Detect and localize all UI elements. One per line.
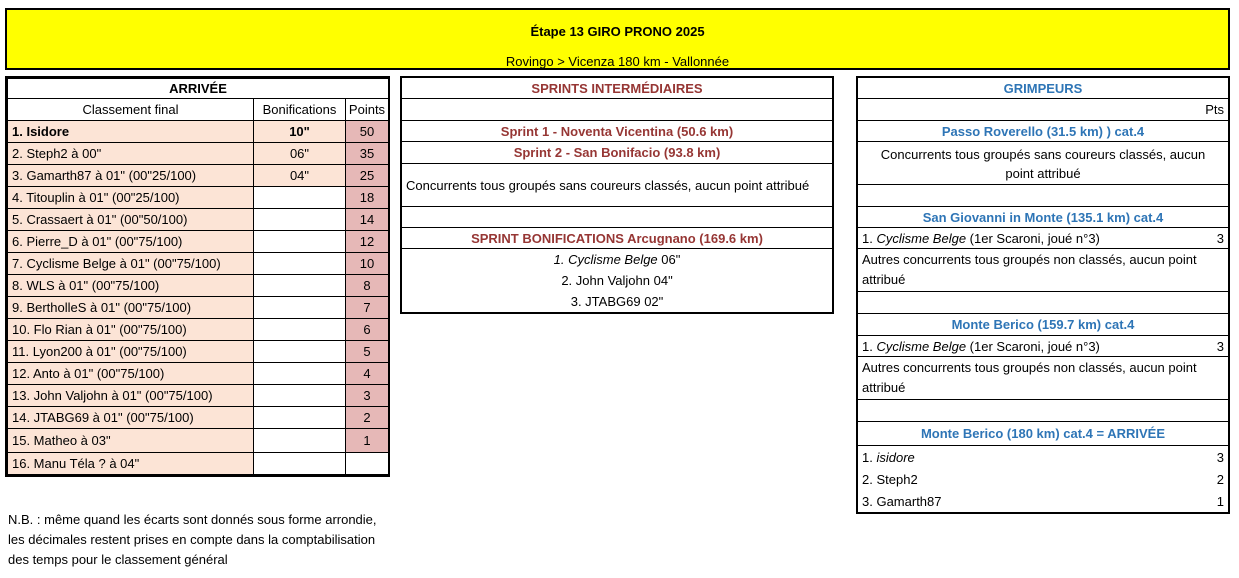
pts-label: Pts: [1205, 102, 1224, 117]
table-row: [8, 297, 389, 319]
list-item: [858, 446, 1228, 468]
sprints-box: [400, 76, 834, 314]
points-cell: 50: [346, 121, 389, 143]
climb3-title: Monte Berico (159.7 km) cat.4: [858, 314, 1228, 336]
table-row: [8, 385, 389, 407]
table-row: [8, 187, 389, 209]
climber-name: Steph2: [876, 471, 918, 487]
climb2-winner-name: Cyclisme Belge: [876, 230, 967, 246]
climber-rank: 3.: [862, 493, 873, 509]
sprint-bonif-time: 04": [653, 273, 673, 288]
bonification-cell: [254, 275, 346, 297]
bonification-cell: 10": [254, 121, 346, 143]
rank-cell: 10. Flo Rian à 01" (00"75/100): [8, 319, 254, 341]
climber-rank: 2.: [862, 471, 873, 487]
bonification-cell: [254, 363, 346, 385]
bonification-cell: 04": [254, 165, 346, 187]
table-row: [8, 143, 389, 165]
table-row: [8, 275, 389, 297]
arrivee-rows: [8, 121, 389, 475]
table-row: [8, 341, 389, 363]
arrivee-title: ARRIVÉE: [8, 79, 389, 99]
sprints-spacer-2: [402, 207, 832, 228]
sprint2-label: Sprint 2 - San Bonifacio (93.8 km): [402, 142, 832, 164]
points-cell: 18: [346, 187, 389, 209]
footnote: N.B. : même quand les écarts sont donnés sous forme arrondie, les décimales restent prises en compte dans la comptabilisation des temps pour le classement général: [8, 512, 377, 567]
sprint-bonif-time: 02": [644, 294, 664, 309]
climb3-winner-row: [858, 336, 1228, 357]
climb3-note: Autres concurrents tous groupés non classés, aucun point attribué: [858, 357, 1228, 400]
rank-cell: 12. Anto à 01" (00"75/100): [8, 363, 254, 385]
climb2-winner-pts: 3: [1216, 230, 1224, 246]
col-points-header: Points: [346, 99, 389, 121]
points-cell: 6: [346, 319, 389, 341]
points-cell: 1: [346, 429, 389, 453]
bonification-cell: [254, 341, 346, 363]
climb4-title: Monte Berico (180 km) cat.4 = ARRIVÉE: [858, 422, 1228, 446]
climb2-spacer: [858, 292, 1228, 314]
points-cell: 4: [346, 363, 389, 385]
climber-name: isidore: [876, 449, 915, 465]
pts-header: [858, 99, 1228, 121]
climb1-title: Passo Roverello (31.5 km) ) cat.4: [858, 121, 1228, 142]
grimpeurs-title: GRIMPEURS: [858, 78, 1228, 99]
points-cell: 2: [346, 407, 389, 429]
rank-cell: 8. WLS à 01" (00"75/100): [8, 275, 254, 297]
rank-cell: 3. Gamarth87 à 01" (00"25/100): [8, 165, 254, 187]
climb3-winner-name: Cyclisme Belge: [876, 338, 967, 354]
climb3-winner-pts: 3: [1216, 338, 1224, 354]
bonification-cell: 06": [254, 143, 346, 165]
climber-name: Gamarth87: [876, 493, 942, 509]
rank-cell: 4. Titouplin à 01" (00"25/100): [8, 187, 254, 209]
points-cell: 12: [346, 231, 389, 253]
bonification-cell: [254, 429, 346, 453]
list-item: [402, 270, 832, 291]
points-cell: 7: [346, 297, 389, 319]
bonification-cell: [254, 453, 346, 475]
sprint-bonif-name: 3. JTABG69: [570, 294, 641, 309]
bonification-cell: [254, 297, 346, 319]
table-row: [8, 453, 389, 475]
climb4-list: [858, 446, 1228, 512]
grimpeurs-box: [856, 76, 1230, 514]
table-row: [8, 165, 389, 187]
points-cell: [346, 453, 389, 475]
list-item: [402, 249, 832, 270]
table-row: [8, 231, 389, 253]
climb2-winner-detail: (1er Scaroni, joué n°3): [966, 230, 1100, 246]
climber-pts: 1: [1216, 493, 1224, 509]
bonification-cell: [254, 319, 346, 341]
climb3-winner-prefix: 1.: [862, 338, 873, 354]
climb1-note: Concurrents tous groupés sans coureurs classés, aucun point attribué: [858, 142, 1228, 185]
table-row: [8, 253, 389, 275]
stage-title: Étape 13 GIRO PRONO 2025: [530, 24, 705, 39]
points-cell: 25: [346, 165, 389, 187]
table-row: [8, 407, 389, 429]
list-item: [858, 468, 1228, 490]
sprint-bonif-name: 2. John Valjohn: [561, 273, 650, 288]
rank-cell: 5. Crassaert à 01" (00"50/100): [8, 209, 254, 231]
table-row: [8, 121, 389, 143]
climb2-title: San Giovanni in Monte (135.1 km) cat.4: [858, 207, 1228, 228]
sprint1-label: Sprint 1 - Noventa Vicentina (50.6 km): [402, 121, 832, 142]
rank-cell: 9. BertholleS à 01" (00"75/100): [8, 297, 254, 319]
rank-cell: 1. Isidore: [8, 121, 254, 143]
points-cell: 5: [346, 341, 389, 363]
climb2-winner-prefix: 1.: [862, 230, 873, 246]
climber-pts: 3: [1216, 449, 1224, 465]
sprint-bonif-time: 06": [661, 252, 681, 267]
climber-rank: 1.: [862, 449, 873, 465]
bonification-cell: [254, 385, 346, 407]
stage-banner: [5, 8, 1230, 70]
table-row: [8, 429, 389, 453]
sprints-spacer: [402, 99, 832, 121]
arrivee-table: [5, 76, 390, 477]
table-row: [8, 363, 389, 385]
bonification-cell: [254, 187, 346, 209]
col-bonifications-header: Bonifications: [254, 99, 346, 121]
points-cell: 3: [346, 385, 389, 407]
climber-pts: 2: [1216, 471, 1224, 487]
rank-cell: 15. Matheo à 03": [8, 429, 254, 453]
rank-cell: 14. JTABG69 à 01" (00"75/100): [8, 407, 254, 429]
climb2-winner-row: [858, 228, 1228, 249]
table-row: [8, 319, 389, 341]
points-cell: 10: [346, 253, 389, 275]
bonification-cell: [254, 407, 346, 429]
points-cell: 14: [346, 209, 389, 231]
climb1-spacer: [858, 185, 1228, 207]
bonification-cell: [254, 231, 346, 253]
sprints-no-points-note: Concurrents tous groupés sans coureurs classés, aucun point attribué: [402, 164, 832, 207]
table-row: [8, 209, 389, 231]
list-item: [402, 291, 832, 312]
points-cell: 35: [346, 143, 389, 165]
bonification-cell: [254, 209, 346, 231]
rank-cell: 2. Steph2 à 00": [8, 143, 254, 165]
rank-cell: 6. Pierre_D à 01" (00"75/100): [8, 231, 254, 253]
rank-cell: 11. Lyon200 à 01" (00"75/100): [8, 341, 254, 363]
climb3-winner-detail: (1er Scaroni, joué n°3): [966, 338, 1100, 354]
list-item: [858, 490, 1228, 512]
rank-cell: 16. Manu Téla ? à 04": [8, 453, 254, 475]
col-classement-header: Classement final: [8, 99, 254, 121]
bonification-cell: [254, 253, 346, 275]
climb3-spacer: [858, 400, 1228, 422]
sprint-bonif-title: SPRINT BONIFICATIONS Arcugnano (169.6 km): [402, 228, 832, 249]
rank-cell: 13. John Valjohn à 01" (00"75/100): [8, 385, 254, 407]
points-cell: 8: [346, 275, 389, 297]
climb2-note: Autres concurrents tous groupés non classés, aucun point attribué: [858, 249, 1228, 292]
sprints-title: SPRINTS INTERMÉDIAIRES: [402, 78, 832, 99]
stage-subtitle: Rovingo > Vicenza 180 km - Vallonnée: [505, 54, 730, 69]
sprint-bonif-list: [402, 249, 832, 312]
rank-cell: 7. Cyclisme Belge à 01" (00"75/100): [8, 253, 254, 275]
sprint-bonif-name: 1. Cyclisme Belge: [553, 252, 658, 267]
